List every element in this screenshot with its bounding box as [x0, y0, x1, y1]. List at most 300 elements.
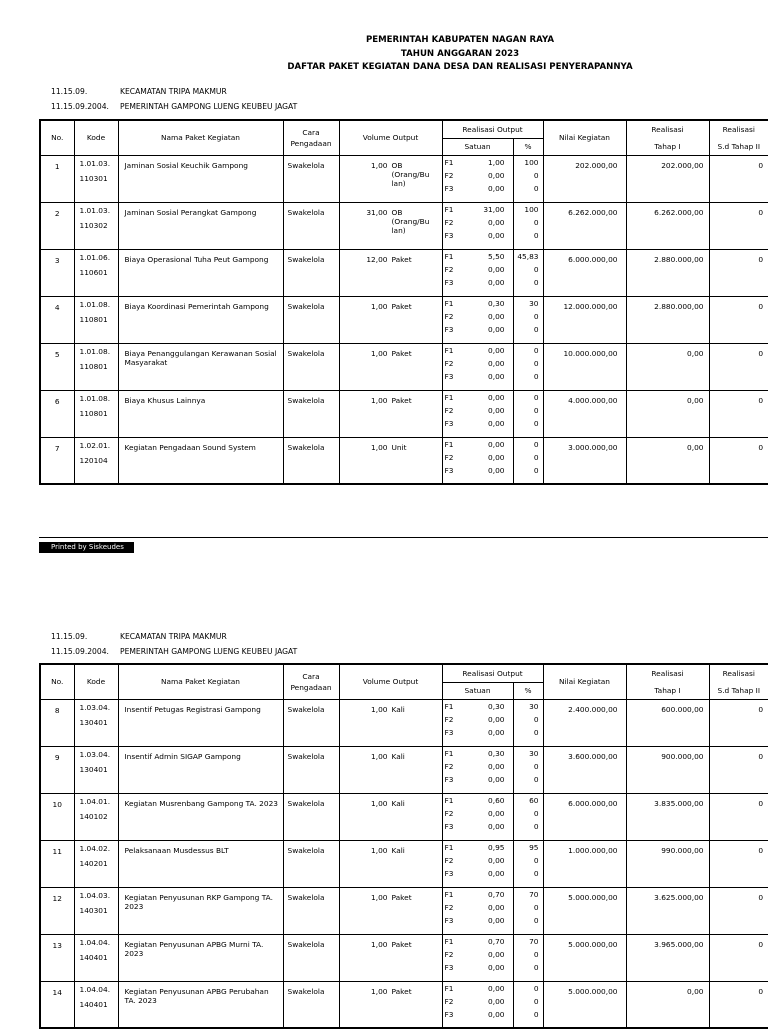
table-row: [40, 343, 768, 390]
row-realisasi-tahap1: 202.000,00: [626, 155, 709, 202]
phase-pct: 0: [533, 324, 539, 334]
phase-value: 0,30: [488, 298, 505, 308]
row-no: 6: [40, 390, 74, 437]
row-pct: [513, 202, 543, 249]
row-kode: [74, 699, 118, 746]
table-row: [40, 981, 768, 1028]
row-satuan: [442, 437, 513, 484]
row-nama: Jaminan Sosial Keuchik Gampong: [118, 155, 283, 202]
row-volume-value: 31,00: [366, 207, 388, 217]
row-no: 5: [40, 343, 74, 390]
row-volume-value: 1,00: [371, 160, 388, 170]
phase-label: F1: [444, 889, 454, 899]
row-no: 12: [40, 887, 74, 934]
row-satuan: [442, 981, 513, 1028]
phase-value: 0,00: [488, 714, 505, 724]
phase-label: F2: [444, 405, 454, 415]
row-no: 10: [40, 793, 74, 840]
row-volume: [339, 981, 442, 1028]
phase-pct: 0: [533, 392, 539, 402]
phase-pct: 45,83: [517, 251, 539, 261]
phase-label: F2: [444, 996, 454, 1006]
phase-pct: 0: [533, 915, 539, 925]
phase-value: 1,00: [488, 157, 505, 167]
phase-label: F1: [444, 204, 454, 214]
phase-label: F1: [444, 842, 454, 852]
phase-pct: 0: [533, 439, 539, 449]
row-realisasi-tahap1: 0,00: [626, 390, 709, 437]
col-cara: [283, 120, 339, 155]
row-cara: Swakelola: [283, 390, 339, 437]
phase-value: 0,00: [488, 821, 505, 831]
phase-label: F2: [444, 808, 454, 818]
row-realisasi-tahap2: 0: [709, 249, 768, 296]
row-kode: [74, 887, 118, 934]
phase-label: F3: [444, 371, 454, 381]
row-realisasi-tahap1: 0,00: [626, 343, 709, 390]
row-volume: [339, 699, 442, 746]
row-nama: Kegiatan Penyusunan APBG Perubahan TA. 2023: [118, 981, 283, 1028]
row-kode-part1: 1.03.04.: [79, 702, 111, 712]
row-nama: Kegiatan Penyusunan APBG Murni TA. 2023: [118, 934, 283, 981]
col-real1-line2: Tahap I: [654, 141, 681, 151]
phase-value: 0,00: [488, 962, 505, 972]
row-volume: [339, 390, 442, 437]
phase-value: 0,00: [488, 230, 505, 240]
col-real2-line2: S.d Tahap II: [717, 685, 761, 695]
col-real2-line2: S.d Tahap II: [717, 141, 761, 151]
col-satuan: Satuan: [442, 138, 513, 155]
row-kode-part1: 1.03.04.: [79, 749, 111, 759]
phase-label: F2: [444, 452, 454, 462]
row-nilai: 3.600.000,00: [543, 746, 626, 793]
col-real2-line1: Realisasi: [722, 124, 755, 134]
row-volume-unit: Kali: [391, 704, 405, 714]
row-kode-part1: 1.01.06.: [79, 252, 111, 262]
row-kode-part2: 110301: [79, 173, 108, 183]
row-kode: [74, 343, 118, 390]
phase-pct: 0: [533, 821, 539, 831]
col-realisasi-tahap1: [626, 120, 709, 155]
phase-pct: 0: [533, 727, 539, 737]
col-realisasi-tahap1: [626, 664, 709, 699]
phase-pct: 0: [533, 808, 539, 818]
row-nilai: 5.000.000,00: [543, 981, 626, 1028]
activity-table-1: [39, 119, 768, 485]
phase-value: 0,00: [488, 855, 505, 865]
phase-value: 0,30: [488, 701, 505, 711]
row-realisasi-tahap1: 3.835.000,00: [626, 793, 709, 840]
phase-label: F1: [444, 795, 454, 805]
col-pct: %: [513, 138, 543, 155]
row-volume-unit: Paket: [391, 986, 412, 996]
row-kode-part2: 140401: [79, 952, 108, 962]
row-kode-part2: 140102: [79, 811, 108, 821]
row-pct: [513, 934, 543, 981]
row-nama: Pelaksanaan Musdessus BLT: [118, 840, 283, 887]
phase-value: 0,00: [488, 277, 505, 287]
row-realisasi-tahap2: 0: [709, 746, 768, 793]
phase-value: 0,00: [488, 264, 505, 274]
phase-value: 31,00: [483, 204, 505, 214]
row-volume-value: 1,00: [371, 301, 388, 311]
kecamatan-name: KECAMATAN TRIPA MAKMUR: [120, 87, 227, 96]
row-no: 9: [40, 746, 74, 793]
phase-label: F1: [444, 983, 454, 993]
table-row: [40, 296, 768, 343]
phase-label: F3: [444, 183, 454, 193]
row-no: 1: [40, 155, 74, 202]
row-volume: [339, 343, 442, 390]
phase-pct: 0: [533, 371, 539, 381]
row-nama: Biaya Koordinasi Pemerintah Gampong: [118, 296, 283, 343]
phase-label: F2: [444, 714, 454, 724]
phase-label: F2: [444, 358, 454, 368]
phase-label: F3: [444, 418, 454, 428]
phase-value: 0,00: [488, 902, 505, 912]
row-no: 7: [40, 437, 74, 484]
kecamatan-code: 11.15.09.: [51, 87, 88, 96]
row-realisasi-tahap2: 0: [709, 437, 768, 484]
row-volume-value: 1,00: [371, 892, 388, 902]
phase-pct: 0: [533, 217, 539, 227]
phase-value: 0,00: [488, 774, 505, 784]
row-realisasi-tahap1: 2.880.000,00: [626, 249, 709, 296]
row-nama: Insentif Petugas Registrasi Gampong: [118, 699, 283, 746]
phase-pct: 30: [529, 701, 539, 711]
row-kode-part1: 1.04.04.: [79, 937, 111, 947]
row-kode-part1: 1.01.03.: [79, 205, 111, 215]
row-volume-unit: OB (Orang/Bu lan): [391, 160, 430, 188]
phase-pct: 0: [533, 983, 539, 993]
row-realisasi-tahap2: 0: [709, 390, 768, 437]
row-realisasi-tahap1: 3.625.000,00: [626, 887, 709, 934]
row-satuan: [442, 155, 513, 202]
phase-pct: 0: [533, 418, 539, 428]
phase-value: 0,00: [488, 183, 505, 193]
phase-pct: 0: [533, 183, 539, 193]
gampong-code: 11.15.09.2004.: [51, 102, 109, 111]
phase-pct: 0: [533, 714, 539, 724]
row-volume: [339, 202, 442, 249]
row-kode: [74, 249, 118, 296]
row-volume-value: 1,00: [371, 986, 388, 996]
row-pct: [513, 296, 543, 343]
table-row: [40, 155, 768, 202]
row-pct: [513, 437, 543, 484]
phase-pct: 0: [533, 452, 539, 462]
row-kode: [74, 437, 118, 484]
phase-label: F3: [444, 774, 454, 784]
row-kode: [74, 981, 118, 1028]
row-kode-part2: 140401: [79, 999, 108, 1009]
row-volume: [339, 155, 442, 202]
phase-value: 0,70: [488, 936, 505, 946]
row-pct: [513, 249, 543, 296]
phase-label: F3: [444, 277, 454, 287]
row-realisasi-tahap1: 0,00: [626, 437, 709, 484]
row-volume: [339, 249, 442, 296]
row-nama: Biaya Operasional Tuha Peut Gampong: [118, 249, 283, 296]
row-volume-unit: Kali: [391, 798, 405, 808]
row-realisasi-tahap2: 0: [709, 699, 768, 746]
phase-label: F3: [444, 821, 454, 831]
row-volume: [339, 887, 442, 934]
col-volume: Volume Output: [339, 120, 442, 155]
row-cara: Swakelola: [283, 699, 339, 746]
row-nilai: 2.400.000,00: [543, 699, 626, 746]
row-nama: Kegiatan Musrenbang Gampong TA. 2023: [118, 793, 283, 840]
row-realisasi-tahap1: 2.880.000,00: [626, 296, 709, 343]
phase-value: 0,00: [488, 439, 505, 449]
row-pct: [513, 390, 543, 437]
table-row: [40, 887, 768, 934]
gampong-name: PEMERINTAH GAMPONG LUENG KEUBEU JAGAT: [120, 102, 298, 111]
row-nilai: 4.000.000,00: [543, 390, 626, 437]
row-volume-unit: Unit: [391, 442, 407, 452]
row-satuan: [442, 887, 513, 934]
phase-label: F1: [444, 157, 454, 167]
row-nilai: 5.000.000,00: [543, 934, 626, 981]
row-satuan: [442, 296, 513, 343]
row-kode-part2: 110302: [79, 220, 108, 230]
phase-value: 0,00: [488, 418, 505, 428]
phase-value: 0,00: [488, 311, 505, 321]
header-gov: PEMERINTAH KABUPATEN NAGAN RAYA: [365, 35, 555, 45]
row-pct: [513, 981, 543, 1028]
phase-pct: 0: [533, 868, 539, 878]
phase-label: F2: [444, 311, 454, 321]
row-volume-unit: Paket: [391, 254, 412, 264]
row-kode-part2: 110801: [79, 361, 108, 371]
row-nama: Insentif Admin SIGAP Gampong: [118, 746, 283, 793]
table-row: [40, 390, 768, 437]
phase-label: F3: [444, 962, 454, 972]
phase-value: 0,00: [488, 324, 505, 334]
gampong-code: 11.15.09.2004.: [51, 647, 109, 656]
row-volume-unit: Paket: [391, 348, 412, 358]
row-kode-part2: 140301: [79, 905, 108, 915]
row-satuan: [442, 840, 513, 887]
phase-pct: 0: [533, 170, 539, 180]
row-kode: [74, 793, 118, 840]
col-no: No.: [40, 664, 74, 699]
phase-value: 0,00: [488, 170, 505, 180]
phase-label: F3: [444, 324, 454, 334]
row-nilai: 10.000.000,00: [543, 343, 626, 390]
col-cara: [283, 664, 339, 699]
phase-label: F2: [444, 217, 454, 227]
row-volume-value: 1,00: [371, 395, 388, 405]
phase-pct: 0: [533, 264, 539, 274]
row-satuan: [442, 249, 513, 296]
phase-value: 0,00: [488, 405, 505, 415]
row-realisasi-tahap1: 900.000,00: [626, 746, 709, 793]
col-nilai: Nilai Kegiatan: [543, 120, 626, 155]
row-kode-part2: 130401: [79, 717, 108, 727]
phase-pct: 0: [533, 761, 539, 771]
phase-pct: 0: [533, 996, 539, 1006]
col-realisasi-tahap2: [709, 120, 768, 155]
col-cara-line2: Pengadaan: [290, 138, 332, 148]
phase-value: 0,00: [488, 371, 505, 381]
header-year: TAHUN ANGGARAN 2023: [400, 48, 520, 59]
col-satuan: Satuan: [442, 682, 513, 699]
row-volume-value: 1,00: [371, 704, 388, 714]
row-nama: Biaya Khusus Lainnya: [118, 390, 283, 437]
gampong-name: PEMERINTAH GAMPONG LUENG KEUBEU JAGAT: [120, 647, 298, 656]
row-nama: Kegiatan Penyusunan RKP Gampong TA. 2023: [118, 887, 283, 934]
row-satuan: [442, 390, 513, 437]
col-nama: Nama Paket Kegiatan: [118, 664, 283, 699]
col-nama: Nama Paket Kegiatan: [118, 120, 283, 155]
row-realisasi-tahap1: 3.965.000,00: [626, 934, 709, 981]
table-row: [40, 793, 768, 840]
row-realisasi-tahap2: 0: [709, 934, 768, 981]
kecamatan-code: 11.15.09.: [51, 632, 88, 641]
row-nilai: 1.000.000,00: [543, 840, 626, 887]
printed-by-label: Printed by Siskeudes: [39, 542, 134, 553]
phase-pct: 0: [533, 962, 539, 972]
row-kode: [74, 155, 118, 202]
phase-label: F3: [444, 915, 454, 925]
row-cara: Swakelola: [283, 934, 339, 981]
phase-pct: 30: [529, 748, 539, 758]
row-kode-part1: 1.02.01.: [79, 440, 111, 450]
phase-value: 0,70: [488, 889, 505, 899]
row-volume: [339, 793, 442, 840]
row-realisasi-tahap2: 0: [709, 981, 768, 1028]
col-no: No.: [40, 120, 74, 155]
row-kode-part1: 1.01.08.: [79, 393, 111, 403]
row-realisasi-tahap2: 0: [709, 155, 768, 202]
row-nilai: 5.000.000,00: [543, 887, 626, 934]
col-real1-line1: Realisasi: [651, 668, 684, 678]
row-volume-unit: Kali: [391, 751, 405, 761]
phase-label: F2: [444, 855, 454, 865]
phase-value: 0,00: [488, 868, 505, 878]
row-pct: [513, 155, 543, 202]
col-real1-line2: Tahap I: [654, 685, 681, 695]
table-row: [40, 249, 768, 296]
activity-table-2: [39, 663, 768, 1029]
row-nilai: 12.000.000,00: [543, 296, 626, 343]
phase-value: 0,00: [488, 358, 505, 368]
phase-value: 0,00: [488, 1009, 505, 1019]
phase-value: 0,00: [488, 465, 505, 475]
table-row: [40, 202, 768, 249]
col-realisasi-output: Realisasi Output: [442, 664, 543, 682]
row-volume-unit: Paket: [391, 939, 412, 949]
row-volume-unit: OB (Orang/Bu lan): [391, 207, 430, 235]
row-kode-part1: 1.04.04.: [79, 984, 111, 994]
table-row: [40, 437, 768, 484]
row-cara: Swakelola: [283, 437, 339, 484]
phase-pct: 100: [524, 157, 539, 167]
row-realisasi-tahap1: 600.000,00: [626, 699, 709, 746]
row-kode-part1: 1.04.03.: [79, 890, 111, 900]
row-pct: [513, 746, 543, 793]
row-nama: Jaminan Sosial Perangkat Gampong: [118, 202, 283, 249]
row-kode: [74, 840, 118, 887]
phase-pct: 30: [529, 298, 539, 308]
row-satuan: [442, 202, 513, 249]
phase-label: F3: [444, 230, 454, 240]
phase-pct: 0: [533, 949, 539, 959]
phase-value: 0,00: [488, 808, 505, 818]
row-nilai: 6.262.000,00: [543, 202, 626, 249]
row-nama: Biaya Penanggulangan Kerawanan Sosial Masyarakat: [118, 343, 283, 390]
row-realisasi-tahap1: 990.000,00: [626, 840, 709, 887]
table-row: [40, 746, 768, 793]
row-nilai: 202.000,00: [543, 155, 626, 202]
phase-value: 0,00: [488, 996, 505, 1006]
col-realisasi-output: Realisasi Output: [442, 120, 543, 138]
phase-pct: 0: [533, 902, 539, 912]
col-real1-line1: Realisasi: [651, 124, 684, 134]
row-volume: [339, 746, 442, 793]
row-kode-part1: 1.01.08.: [79, 346, 111, 356]
info-block-1: [51, 84, 297, 114]
row-cara: Swakelola: [283, 343, 339, 390]
phase-label: F3: [444, 868, 454, 878]
phase-value: 0,00: [488, 392, 505, 402]
phase-pct: 0: [533, 774, 539, 784]
row-kode-part2: 120104: [79, 455, 108, 465]
row-kode: [74, 934, 118, 981]
row-kode-part2: 110801: [79, 408, 108, 418]
row-pct: [513, 343, 543, 390]
phase-label: F3: [444, 465, 454, 475]
row-satuan: [442, 746, 513, 793]
row-cara: Swakelola: [283, 981, 339, 1028]
row-realisasi-tahap2: 0: [709, 887, 768, 934]
row-cara: Swakelola: [283, 296, 339, 343]
phase-label: F2: [444, 170, 454, 180]
row-nilai: 6.000.000,00: [543, 249, 626, 296]
phase-value: 0,00: [488, 915, 505, 925]
phase-label: F1: [444, 439, 454, 449]
phase-value: 0,30: [488, 748, 505, 758]
row-no: 2: [40, 202, 74, 249]
row-pct: [513, 699, 543, 746]
col-volume: Volume Output: [339, 664, 442, 699]
row-nilai: 3.000.000,00: [543, 437, 626, 484]
row-satuan: [442, 343, 513, 390]
row-satuan: [442, 793, 513, 840]
row-kode-part2: 140201: [79, 858, 108, 868]
phase-pct: 0: [533, 465, 539, 475]
row-realisasi-tahap1: 0,00: [626, 981, 709, 1028]
row-realisasi-tahap2: 0: [709, 793, 768, 840]
row-volume: [339, 840, 442, 887]
row-kode: [74, 296, 118, 343]
phase-pct: 0: [533, 345, 539, 355]
phase-label: F2: [444, 264, 454, 274]
row-satuan: [442, 934, 513, 981]
col-nilai: Nilai Kegiatan: [543, 664, 626, 699]
phase-pct: 0: [533, 405, 539, 415]
phase-label: F2: [444, 949, 454, 959]
phase-value: 0,60: [488, 795, 505, 805]
phase-label: F1: [444, 936, 454, 946]
col-realisasi-tahap2: [709, 664, 768, 699]
row-satuan: [442, 699, 513, 746]
table-row: [40, 934, 768, 981]
phase-value: 0,00: [488, 983, 505, 993]
row-kode: [74, 746, 118, 793]
col-cara-line2: Pengadaan: [290, 682, 332, 692]
